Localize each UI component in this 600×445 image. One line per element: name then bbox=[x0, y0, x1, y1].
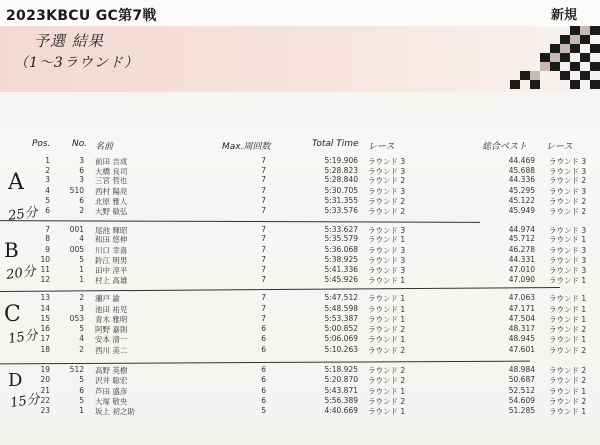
cell-race: ラウンド 3 bbox=[368, 256, 406, 265]
group-duration: 25分 bbox=[7, 204, 39, 224]
cell-pos: 1 bbox=[45, 156, 50, 165]
divider-ab bbox=[0, 220, 480, 223]
cell-time: 4:40.669 bbox=[324, 406, 358, 415]
cell-laps: 7 bbox=[261, 265, 266, 274]
cell-best: 48.317 bbox=[508, 324, 535, 333]
cell-race2: ラウンド 1 bbox=[549, 294, 587, 303]
cell-laps: 7 bbox=[261, 206, 266, 215]
cell-best: 50.687 bbox=[508, 375, 535, 384]
cell-name: 瀬戸 諭 bbox=[95, 294, 120, 303]
table-row bbox=[0, 245, 600, 255]
table-row bbox=[0, 345, 600, 355]
cell-race: ラウンド 3 bbox=[368, 187, 406, 196]
cell-name: 田中 淳平 bbox=[95, 266, 128, 275]
cell-time: 5:00.852 bbox=[324, 324, 358, 333]
cell-name: 池田 祐児 bbox=[95, 305, 128, 314]
cell-laps: 6 bbox=[261, 324, 266, 333]
group-letter: B bbox=[4, 238, 19, 262]
cell-time: 5:33.627 bbox=[324, 225, 358, 234]
cell-best: 46.278 bbox=[508, 245, 535, 254]
cell-laps: 6 bbox=[261, 345, 266, 354]
cell-race: ラウンド 1 bbox=[368, 276, 406, 285]
cell-best: 45.949 bbox=[508, 206, 535, 215]
cell-pos: 17 bbox=[40, 334, 50, 343]
cell-no: 2 bbox=[79, 345, 84, 354]
cell-no: 3 bbox=[79, 175, 84, 184]
col-total-time: Total Time bbox=[312, 139, 359, 149]
cell-name: 西村 陽亮 bbox=[95, 187, 128, 196]
cell-race2: ラウンド 1 bbox=[549, 235, 587, 244]
cell-no: 2 bbox=[79, 206, 84, 215]
cell-name: 鈴江 明男 bbox=[95, 256, 128, 265]
table-row bbox=[0, 186, 600, 196]
cell-best: 44.331 bbox=[508, 255, 535, 264]
col-no: No. bbox=[72, 139, 88, 149]
cell-time: 5:06.069 bbox=[324, 334, 358, 343]
cell-laps: 7 bbox=[261, 196, 266, 205]
cell-race2: ラウンド 2 bbox=[549, 207, 587, 216]
cell-race: ラウンド 1 bbox=[368, 294, 406, 303]
cell-best: 44.974 bbox=[508, 225, 535, 234]
event-title: 2023KBCU GC第7戦 bbox=[6, 8, 157, 24]
cell-laps: 6 bbox=[261, 365, 266, 374]
cell-no: 510 bbox=[69, 186, 84, 195]
cell-pos: 12 bbox=[40, 275, 50, 284]
cell-race: ラウンド 3 bbox=[368, 246, 406, 255]
cell-laps: 7 bbox=[261, 245, 266, 254]
cell-pos: 23 bbox=[40, 406, 50, 415]
table-row bbox=[0, 293, 600, 303]
cell-no: 6 bbox=[79, 166, 84, 175]
table-row bbox=[0, 324, 600, 334]
cell-best: 44.469 bbox=[508, 156, 535, 165]
cell-time: 5:47.512 bbox=[324, 293, 358, 302]
cell-race: ラウンド 1 bbox=[368, 305, 406, 314]
cell-name: 大塚 敬央 bbox=[95, 397, 128, 406]
cell-laps: 7 bbox=[261, 293, 266, 302]
cell-race2: ラウンド 1 bbox=[549, 315, 587, 324]
cell-time: 5:19.906 bbox=[324, 156, 358, 165]
cell-no: 4 bbox=[79, 334, 84, 343]
cell-race: ラウンド 2 bbox=[368, 325, 406, 334]
cell-best: 44.336 bbox=[508, 175, 535, 184]
cell-best: 48.984 bbox=[508, 365, 535, 374]
cell-race: ラウンド 2 bbox=[368, 376, 406, 385]
cell-race2: ラウンド 3 bbox=[549, 187, 587, 196]
cell-laps: 6 bbox=[261, 375, 266, 384]
cell-time: 5:35.579 bbox=[324, 234, 358, 243]
table-row bbox=[0, 396, 600, 406]
cell-no: 4 bbox=[79, 234, 84, 243]
handwritten-title: 予選 結果 bbox=[34, 32, 104, 50]
cell-no: 6 bbox=[79, 386, 84, 395]
cell-race2: ラウンド 3 bbox=[549, 266, 587, 275]
cell-race2: ラウンド 3 bbox=[549, 246, 587, 255]
cell-pos: 21 bbox=[40, 386, 50, 395]
cell-race2: ラウンド 3 bbox=[549, 226, 587, 235]
cell-no: 6 bbox=[79, 196, 84, 205]
cell-time: 5:30.705 bbox=[324, 186, 358, 195]
cell-best: 54.609 bbox=[508, 396, 535, 405]
cell-pos: 16 bbox=[40, 324, 50, 333]
cell-race: ラウンド 1 bbox=[368, 407, 406, 416]
table-row bbox=[0, 375, 600, 385]
cell-time: 5:20.870 bbox=[324, 375, 358, 384]
cell-no: 2 bbox=[79, 293, 84, 302]
cell-best: 45.122 bbox=[508, 196, 535, 205]
cell-no: 1 bbox=[79, 406, 84, 415]
cell-time: 5:18.925 bbox=[324, 365, 358, 374]
cell-no: 005 bbox=[69, 245, 84, 254]
table-row bbox=[0, 275, 600, 285]
cell-no: 5 bbox=[79, 324, 84, 333]
cell-pos: 15 bbox=[40, 314, 50, 323]
cell-pos: 20 bbox=[40, 375, 50, 384]
cell-laps: 6 bbox=[261, 386, 266, 395]
group-duration: 15分 bbox=[7, 327, 39, 347]
cell-no: 001 bbox=[69, 225, 84, 234]
cell-pos: 22 bbox=[40, 396, 50, 405]
divider-bc bbox=[0, 287, 560, 292]
cell-pos: 14 bbox=[40, 304, 50, 313]
cell-name: 三宮 哲也 bbox=[95, 176, 128, 185]
table-row bbox=[0, 206, 600, 216]
cell-laps: 7 bbox=[261, 304, 266, 313]
table-row bbox=[0, 156, 600, 166]
cell-race2: ラウンド 2 bbox=[549, 397, 587, 406]
cell-race2: ラウンド 1 bbox=[549, 387, 587, 396]
cell-race2: ラウンド 1 bbox=[549, 276, 587, 285]
cell-time: 5:36.068 bbox=[324, 245, 358, 254]
cell-race: ラウンド 3 bbox=[368, 167, 406, 176]
cell-time: 5:53.387 bbox=[324, 314, 358, 323]
cell-best: 48.945 bbox=[508, 334, 535, 343]
table-row bbox=[0, 196, 600, 206]
cell-race2: ラウンド 2 bbox=[549, 346, 587, 355]
cell-best: 47.010 bbox=[508, 265, 535, 274]
cell-name: 阿野 嘉則 bbox=[95, 325, 128, 334]
cell-best: 47.063 bbox=[508, 293, 535, 302]
cell-race: ラウンド 2 bbox=[368, 346, 406, 355]
cell-name: 大橋 良司 bbox=[95, 167, 128, 176]
cell-name: 前田 吉成 bbox=[95, 157, 128, 166]
cell-no: 1 bbox=[79, 275, 84, 284]
table-row bbox=[0, 234, 600, 244]
group-letter: C bbox=[4, 302, 21, 327]
cell-best: 47.601 bbox=[508, 345, 535, 354]
cell-race: ラウンド 1 bbox=[368, 387, 406, 396]
cell-race: ラウンド 1 bbox=[368, 235, 406, 244]
divider-cd bbox=[0, 361, 530, 365]
cell-pos: 5 bbox=[45, 196, 50, 205]
table-row bbox=[0, 255, 600, 265]
table-row bbox=[0, 175, 600, 185]
col-max-laps: Max.周回数 bbox=[222, 142, 271, 152]
col-race2: レース bbox=[546, 142, 573, 152]
cell-race: ラウンド 2 bbox=[368, 176, 406, 185]
cell-laps: 7 bbox=[261, 255, 266, 264]
cell-time: 5:31.355 bbox=[324, 196, 358, 205]
group-letter: D bbox=[8, 370, 23, 391]
cell-time: 5:28.823 bbox=[324, 166, 358, 175]
cell-name: 村上 高雄 bbox=[95, 276, 128, 285]
cell-pos: 2 bbox=[45, 166, 50, 175]
table-row bbox=[0, 304, 600, 314]
table-row bbox=[0, 406, 600, 416]
cell-time: 5:41.336 bbox=[324, 265, 358, 274]
cell-race: ラウンド 1 bbox=[368, 315, 406, 324]
cell-name: 沢井 聡宏 bbox=[95, 376, 128, 385]
cell-race2: ラウンド 1 bbox=[549, 407, 587, 416]
cell-name: 坂上 初之助 bbox=[95, 407, 135, 416]
top-band bbox=[0, 0, 600, 27]
cell-race2: ラウンド 1 bbox=[549, 305, 587, 314]
group-duration: 15分 bbox=[9, 391, 41, 411]
cell-laps: 7 bbox=[261, 175, 266, 184]
col-name: 名前 bbox=[95, 142, 114, 152]
cell-name: 芦田 盛彦 bbox=[95, 387, 128, 396]
cell-race: ラウンド 3 bbox=[368, 226, 406, 235]
group-letter: A bbox=[8, 170, 24, 195]
cell-laps: 7 bbox=[261, 166, 266, 175]
cell-pos: 11 bbox=[40, 265, 50, 274]
table-row bbox=[0, 365, 600, 375]
table-row bbox=[0, 314, 600, 324]
cell-name: 青木 雅明 bbox=[95, 315, 128, 324]
cell-name: 西川 美二 bbox=[95, 346, 128, 355]
cell-no: 512 bbox=[69, 365, 84, 374]
cell-time: 5:48.598 bbox=[324, 304, 358, 313]
cell-no: 053 bbox=[69, 314, 84, 323]
cell-laps: 7 bbox=[261, 275, 266, 284]
cell-no: 3 bbox=[79, 156, 84, 165]
cell-time: 5:56.389 bbox=[324, 396, 358, 405]
cell-time: 5:28.840 bbox=[324, 175, 358, 184]
cell-race2: ラウンド 2 bbox=[549, 197, 587, 206]
cell-time: 5:10.263 bbox=[324, 345, 358, 354]
col-pos: Pos. bbox=[32, 139, 51, 149]
cell-race: ラウンド 3 bbox=[368, 157, 406, 166]
cell-no: 5 bbox=[79, 375, 84, 384]
cell-pos: 6 bbox=[45, 206, 50, 215]
cell-no: 3 bbox=[79, 304, 84, 313]
cell-race: ラウンド 3 bbox=[368, 266, 406, 275]
cell-laps: 7 bbox=[261, 234, 266, 243]
cell-race: ラウンド 2 bbox=[368, 397, 406, 406]
col-best: 総合ベスト bbox=[482, 142, 528, 152]
header-right-text: 新規 bbox=[551, 8, 578, 23]
cell-no: 5 bbox=[79, 255, 84, 264]
cell-best: 45.688 bbox=[508, 166, 535, 175]
cell-race2: ラウンド 3 bbox=[549, 256, 587, 265]
cell-best: 47.171 bbox=[508, 304, 535, 313]
cell-race: ラウンド 2 bbox=[368, 366, 406, 375]
table-header bbox=[0, 139, 600, 151]
cell-race: ラウンド 2 bbox=[368, 207, 406, 216]
cell-pos: 19 bbox=[40, 365, 50, 374]
cell-name: 高野 英樹 bbox=[95, 366, 128, 375]
cell-name: 大野 敏弘 bbox=[95, 207, 128, 216]
cell-pos: 3 bbox=[45, 175, 50, 184]
cell-race2: ラウンド 3 bbox=[549, 157, 587, 166]
cell-laps: 7 bbox=[261, 314, 266, 323]
cell-laps: 6 bbox=[261, 396, 266, 405]
cell-race: ラウンド 1 bbox=[368, 335, 406, 344]
cell-pos: 10 bbox=[40, 255, 50, 264]
cell-name: 尾池 輝昭 bbox=[95, 226, 128, 235]
cell-pos: 13 bbox=[40, 293, 50, 302]
cell-name: 和田 悠伸 bbox=[95, 235, 128, 244]
cell-laps: 5 bbox=[261, 406, 266, 415]
cell-race2: ラウンド 2 bbox=[549, 376, 587, 385]
col-race: レース bbox=[368, 142, 395, 152]
cell-race: ラウンド 2 bbox=[368, 197, 406, 206]
cell-no: 5 bbox=[79, 396, 84, 405]
cell-laps: 6 bbox=[261, 334, 266, 343]
cell-pos: 9 bbox=[45, 245, 50, 254]
cell-best: 47.090 bbox=[508, 275, 535, 284]
cell-best: 51.285 bbox=[508, 406, 535, 415]
cell-no: 1 bbox=[79, 265, 84, 274]
cell-laps: 7 bbox=[261, 225, 266, 234]
cell-time: 5:38.925 bbox=[324, 255, 358, 264]
table-row bbox=[0, 265, 600, 275]
cell-race2: ラウンド 3 bbox=[549, 167, 587, 176]
cell-name: 安本 清一 bbox=[95, 335, 128, 344]
cell-best: 45.712 bbox=[508, 234, 535, 243]
cell-pos: 8 bbox=[45, 234, 50, 243]
cell-laps: 7 bbox=[261, 186, 266, 195]
cell-time: 5:33.576 bbox=[324, 206, 358, 215]
cell-race2: ラウンド 2 bbox=[549, 176, 587, 185]
handwritten-subtitle: （1〜3ラウンド） bbox=[14, 55, 139, 71]
cell-time: 5:43.871 bbox=[324, 386, 358, 395]
cell-best: 47.504 bbox=[508, 314, 535, 323]
cell-race2: ラウンド 1 bbox=[549, 335, 587, 344]
cell-pos: 4 bbox=[45, 186, 50, 195]
cell-time: 5:45.926 bbox=[324, 275, 358, 284]
cell-pos: 7 bbox=[45, 225, 50, 234]
cell-name: 北原 雅人 bbox=[95, 197, 128, 206]
cell-laps: 7 bbox=[261, 156, 266, 165]
table-row bbox=[0, 334, 600, 344]
checkered-flag-pattern bbox=[470, 26, 600, 92]
cell-race2: ラウンド 2 bbox=[549, 325, 587, 334]
cell-name: 川口 幸喜 bbox=[95, 246, 128, 255]
table-row bbox=[0, 386, 600, 396]
cell-best: 52.512 bbox=[508, 386, 535, 395]
cell-pos: 18 bbox=[40, 345, 50, 354]
cell-race2: ラウンド 2 bbox=[549, 366, 587, 375]
cell-best: 45.295 bbox=[508, 186, 535, 195]
group-duration: 20分 bbox=[5, 263, 37, 283]
